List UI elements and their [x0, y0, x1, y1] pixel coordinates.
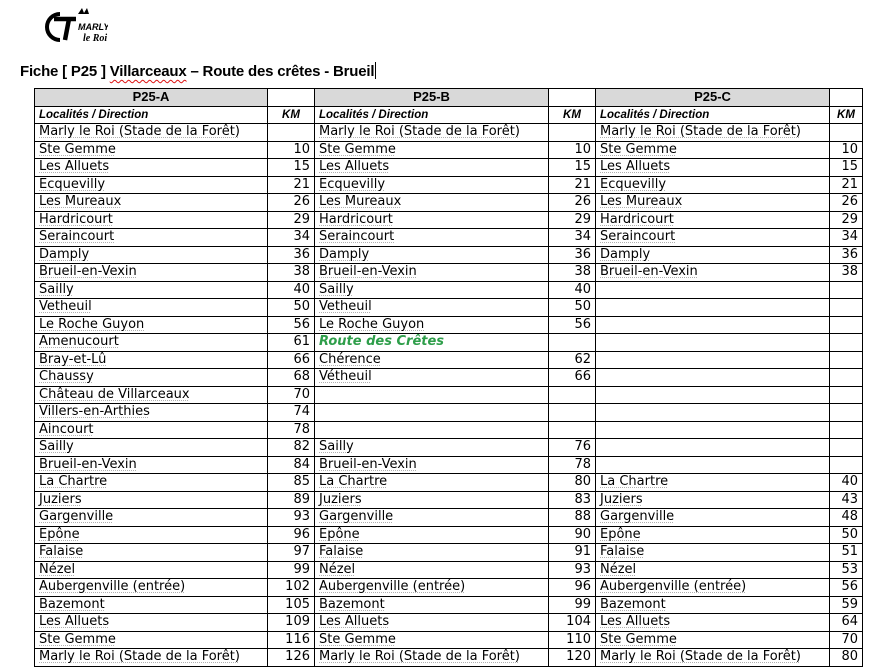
- group-label-c: P25-C: [596, 89, 830, 107]
- group-spacer: [549, 89, 596, 107]
- km-cell-a: 70: [268, 386, 315, 404]
- locality-cell-a: Brueil-en-Vexin: [35, 456, 268, 474]
- locality-cell-a: Seraincourt: [35, 229, 268, 247]
- km-cell-c: [830, 386, 863, 404]
- locality-cell-a: Aubergenville (entrée): [35, 579, 268, 597]
- km-cell-a: 21: [268, 176, 315, 194]
- table-row: [35, 159, 863, 177]
- table-row: [35, 264, 863, 282]
- locality-cell-c: [596, 369, 830, 387]
- table-row: [35, 229, 863, 247]
- locality-cell-a: Bray-et-Lû: [35, 351, 268, 369]
- locality-cell-c: Bazemont: [596, 596, 830, 614]
- km-cell-b: 15: [549, 159, 596, 177]
- locality-cell-b: Nézel: [315, 561, 549, 579]
- km-cell-c: [830, 299, 863, 317]
- locality-cell-c: Marly le Roi (Stade de la Forêt): [596, 649, 830, 667]
- locality-cell-a: Amenucourt: [35, 334, 268, 352]
- km-cell-a: 82: [268, 439, 315, 457]
- table-row: [35, 211, 863, 229]
- locality-cell-a: Gargenville: [35, 509, 268, 527]
- km-cell-c: [830, 124, 863, 142]
- km-cell-b: 110: [549, 631, 596, 649]
- locality-cell-a: Château de Villarceaux: [35, 386, 268, 404]
- km-cell-a: 102: [268, 579, 315, 597]
- km-cell-c: [830, 404, 863, 422]
- km-cell-b: 66: [549, 369, 596, 387]
- logo-text-bottom: le Roi: [83, 33, 108, 44]
- table-row: [35, 386, 863, 404]
- group-spacer: [830, 89, 863, 107]
- km-cell-a: 15: [268, 159, 315, 177]
- locality-cell-c: Marly le Roi (Stade de la Forêt): [596, 124, 830, 142]
- locality-cell-c: [596, 456, 830, 474]
- km-cell-b: [549, 421, 596, 439]
- km-cell-a: 116: [268, 631, 315, 649]
- km-cell-c: 59: [830, 596, 863, 614]
- km-cell-c: 53: [830, 561, 863, 579]
- locality-cell-a: Marly le Roi (Stade de la Forêt): [35, 124, 268, 142]
- locality-cell-a: Aincourt: [35, 421, 268, 439]
- locality-cell-b: Seraincourt: [315, 229, 549, 247]
- table-row: [35, 299, 863, 317]
- km-cell-a: 85: [268, 474, 315, 492]
- km-cell-c: [830, 439, 863, 457]
- km-cell-a: 68: [268, 369, 315, 387]
- locality-cell-a: Brueil-en-Vexin: [35, 264, 268, 282]
- km-cell-c: 10: [830, 141, 863, 159]
- locality-cell-b: Ste Gemme: [315, 631, 549, 649]
- locality-cell-a: Ste Gemme: [35, 631, 268, 649]
- group-label-b: P25-B: [315, 89, 549, 107]
- locality-cell-a: Les Alluets: [35, 614, 268, 632]
- km-cell-a: 34: [268, 229, 315, 247]
- km-cell-c: 21: [830, 176, 863, 194]
- locality-cell-a: Damply: [35, 246, 268, 264]
- title-prefix: Fiche [ P25 ]: [20, 63, 110, 80]
- table-row: [35, 141, 863, 159]
- km-cell-c: 48: [830, 509, 863, 527]
- group-spacer: [268, 89, 315, 107]
- locality-cell-c: La Chartre: [596, 474, 830, 492]
- locality-cell-b: Bazemont: [315, 596, 549, 614]
- locality-cell-c: [596, 299, 830, 317]
- locality-cell-a: Sailly: [35, 439, 268, 457]
- km-cell-b: 120: [549, 649, 596, 667]
- route-table: [34, 88, 863, 667]
- km-cell-a: 74: [268, 404, 315, 422]
- locality-cell-c: Hardricourt: [596, 211, 830, 229]
- km-cell-a: 99: [268, 561, 315, 579]
- locality-cell-c: Gargenville: [596, 509, 830, 527]
- table-row: [35, 421, 863, 439]
- locality-cell-c: [596, 439, 830, 457]
- locality-cell-b: [315, 386, 549, 404]
- locality-cell-c: [596, 281, 830, 299]
- km-cell-a: 96: [268, 526, 315, 544]
- column-header-locality: Localités / Direction: [315, 106, 549, 124]
- column-header-locality: Localités / Direction: [596, 106, 830, 124]
- locality-cell-c: Nézel: [596, 561, 830, 579]
- locality-cell-b: Brueil-en-Vexin: [315, 456, 549, 474]
- locality-cell-a: La Chartre: [35, 474, 268, 492]
- locality-cell-b: Epône: [315, 526, 549, 544]
- km-cell-c: 40: [830, 474, 863, 492]
- locality-cell-b: Damply: [315, 246, 549, 264]
- locality-cell-b: Aubergenville (entrée): [315, 579, 549, 597]
- km-cell-a: 29: [268, 211, 315, 229]
- group-header-row: [35, 89, 863, 107]
- table-row: [35, 439, 863, 457]
- locality-cell-c: [596, 421, 830, 439]
- locality-cell-a: Vetheuil: [35, 299, 268, 317]
- km-cell-b: 56: [549, 316, 596, 334]
- locality-cell-a: Nézel: [35, 561, 268, 579]
- column-header-locality: Localités / Direction: [35, 106, 268, 124]
- locality-cell-b: Vetheuil: [315, 299, 549, 317]
- locality-cell-a: Epône: [35, 526, 268, 544]
- km-cell-b: 88: [549, 509, 596, 527]
- km-cell-a: 109: [268, 614, 315, 632]
- km-cell-a: [268, 124, 315, 142]
- km-cell-c: 51: [830, 544, 863, 562]
- km-cell-b: 10: [549, 141, 596, 159]
- table-row: [35, 614, 863, 632]
- table-row: [35, 579, 863, 597]
- km-cell-a: 38: [268, 264, 315, 282]
- locality-cell-b: Ecquevilly: [315, 176, 549, 194]
- locality-cell-c: [596, 386, 830, 404]
- document-title[interactable]: [20, 62, 376, 80]
- locality-cell-c: Les Alluets: [596, 614, 830, 632]
- locality-cell-b: La Chartre: [315, 474, 549, 492]
- title-suffix: – Route des crêtes - Brueil: [186, 63, 375, 80]
- locality-cell-a: Hardricourt: [35, 211, 268, 229]
- column-header-km: KM: [830, 106, 863, 124]
- km-cell-b: 99: [549, 596, 596, 614]
- logo-text-top: MARLY: [78, 22, 108, 32]
- locality-cell-c: Ecquevilly: [596, 176, 830, 194]
- locality-cell-b: Hardricourt: [315, 211, 549, 229]
- km-cell-b: 40: [549, 281, 596, 299]
- locality-cell-c: [596, 404, 830, 422]
- km-cell-b: 50: [549, 299, 596, 317]
- table-row: [35, 456, 863, 474]
- locality-cell-b: Marly le Roi (Stade de la Forêt): [315, 124, 549, 142]
- locality-cell-c: Les Mureaux: [596, 194, 830, 212]
- table-row: [35, 334, 863, 352]
- locality-cell-a: Les Alluets: [35, 159, 268, 177]
- table-row: [35, 316, 863, 334]
- locality-cell-b: Route des Crêtes: [315, 334, 549, 352]
- title-spellcheck-word: Villarceaux: [109, 63, 187, 80]
- km-cell-c: 38: [830, 264, 863, 282]
- table-row: [35, 596, 863, 614]
- km-cell-b: 104: [549, 614, 596, 632]
- km-cell-a: 84: [268, 456, 315, 474]
- locality-cell-b: Falaise: [315, 544, 549, 562]
- text-cursor: [375, 62, 376, 79]
- locality-cell-c: Aubergenville (entrée): [596, 579, 830, 597]
- km-cell-b: [549, 386, 596, 404]
- km-cell-b: 78: [549, 456, 596, 474]
- table-row: [35, 246, 863, 264]
- km-cell-b: 62: [549, 351, 596, 369]
- km-cell-b: 29: [549, 211, 596, 229]
- table-row: [35, 649, 863, 667]
- km-cell-c: [830, 334, 863, 352]
- km-cell-c: 56: [830, 579, 863, 597]
- km-cell-a: 36: [268, 246, 315, 264]
- locality-cell-b: [315, 421, 549, 439]
- table-row: [35, 351, 863, 369]
- km-cell-c: [830, 281, 863, 299]
- table-row: [35, 404, 863, 422]
- table-row: [35, 509, 863, 527]
- locality-cell-c: Brueil-en-Vexin: [596, 264, 830, 282]
- locality-cell-b: [315, 404, 549, 422]
- locality-cell-b: Brueil-en-Vexin: [315, 264, 549, 282]
- km-cell-c: [830, 316, 863, 334]
- km-cell-c: 29: [830, 211, 863, 229]
- locality-cell-c: Epône: [596, 526, 830, 544]
- locality-cell-b: Sailly: [315, 281, 549, 299]
- table-row: [35, 631, 863, 649]
- locality-cell-a: Marly le Roi (Stade de la Forêt): [35, 649, 268, 667]
- locality-cell-a: Ste Gemme: [35, 141, 268, 159]
- locality-cell-a: Sailly: [35, 281, 268, 299]
- table-row: [35, 474, 863, 492]
- locality-cell-b: Juziers: [315, 491, 549, 509]
- km-cell-b: 93: [549, 561, 596, 579]
- column-header-km: KM: [268, 106, 315, 124]
- km-cell-b: 83: [549, 491, 596, 509]
- locality-cell-b: Les Mureaux: [315, 194, 549, 212]
- table-row: [35, 526, 863, 544]
- locality-cell-c: [596, 316, 830, 334]
- locality-cell-c: Falaise: [596, 544, 830, 562]
- km-cell-b: [549, 404, 596, 422]
- locality-cell-b: Sailly: [315, 439, 549, 457]
- locality-cell-b: Ste Gemme: [315, 141, 549, 159]
- locality-cell-b: Vétheuil: [315, 369, 549, 387]
- group-label-a: P25-A: [35, 89, 268, 107]
- column-header-row: [35, 106, 863, 124]
- locality-cell-c: Ste Gemme: [596, 141, 830, 159]
- locality-cell-a: Le Roche Guyon: [35, 316, 268, 334]
- km-cell-b: 80: [549, 474, 596, 492]
- column-header-km: KM: [549, 106, 596, 124]
- km-cell-a: 105: [268, 596, 315, 614]
- km-cell-c: 64: [830, 614, 863, 632]
- km-cell-a: 97: [268, 544, 315, 562]
- km-cell-a: 56: [268, 316, 315, 334]
- locality-cell-a: Les Mureaux: [35, 194, 268, 212]
- km-cell-c: [830, 421, 863, 439]
- club-logo: [42, 6, 108, 48]
- locality-cell-b: Marly le Roi (Stade de la Forêt): [315, 649, 549, 667]
- locality-cell-c: Les Alluets: [596, 159, 830, 177]
- km-cell-b: [549, 124, 596, 142]
- km-cell-a: 89: [268, 491, 315, 509]
- locality-cell-c: [596, 351, 830, 369]
- km-cell-a: 66: [268, 351, 315, 369]
- locality-cell-c: [596, 334, 830, 352]
- table-row: [35, 176, 863, 194]
- km-cell-a: 78: [268, 421, 315, 439]
- km-cell-c: 15: [830, 159, 863, 177]
- locality-cell-a: Villers-en-Arthies: [35, 404, 268, 422]
- locality-cell-b: Les Alluets: [315, 159, 549, 177]
- locality-cell-c: Ste Gemme: [596, 631, 830, 649]
- locality-cell-c: Damply: [596, 246, 830, 264]
- table-row: [35, 124, 863, 142]
- table-row: [35, 491, 863, 509]
- table-row: [35, 544, 863, 562]
- km-cell-a: 10: [268, 141, 315, 159]
- locality-cell-a: Juziers: [35, 491, 268, 509]
- km-cell-c: 36: [830, 246, 863, 264]
- table-row: [35, 369, 863, 387]
- km-cell-c: [830, 369, 863, 387]
- km-cell-a: 61: [268, 334, 315, 352]
- km-cell-b: 38: [549, 264, 596, 282]
- table-row: [35, 194, 863, 212]
- locality-cell-b: Gargenville: [315, 509, 549, 527]
- km-cell-b: 26: [549, 194, 596, 212]
- locality-cell-c: Juziers: [596, 491, 830, 509]
- locality-cell-b: Le Roche Guyon: [315, 316, 549, 334]
- km-cell-a: 50: [268, 299, 315, 317]
- km-cell-c: [830, 456, 863, 474]
- locality-cell-a: Ecquevilly: [35, 176, 268, 194]
- km-cell-b: 21: [549, 176, 596, 194]
- locality-cell-a: Bazemont: [35, 596, 268, 614]
- locality-cell-a: Falaise: [35, 544, 268, 562]
- km-cell-a: 40: [268, 281, 315, 299]
- locality-cell-a: Chaussy: [35, 369, 268, 387]
- km-cell-b: 91: [549, 544, 596, 562]
- km-cell-c: 26: [830, 194, 863, 212]
- km-cell-c: 80: [830, 649, 863, 667]
- km-cell-b: 96: [549, 579, 596, 597]
- km-cell-a: 26: [268, 194, 315, 212]
- km-cell-b: [549, 334, 596, 352]
- km-cell-b: 36: [549, 246, 596, 264]
- km-cell-a: 93: [268, 509, 315, 527]
- km-cell-b: 90: [549, 526, 596, 544]
- km-cell-c: 50: [830, 526, 863, 544]
- km-cell-a: 126: [268, 649, 315, 667]
- locality-cell-c: Seraincourt: [596, 229, 830, 247]
- km-cell-b: 76: [549, 439, 596, 457]
- locality-cell-b: Chérence: [315, 351, 549, 369]
- table-row: [35, 561, 863, 579]
- km-cell-c: 34: [830, 229, 863, 247]
- km-cell-c: [830, 351, 863, 369]
- km-cell-b: 34: [549, 229, 596, 247]
- table-row: [35, 281, 863, 299]
- km-cell-c: 70: [830, 631, 863, 649]
- km-cell-c: 43: [830, 491, 863, 509]
- locality-cell-b: Les Alluets: [315, 614, 549, 632]
